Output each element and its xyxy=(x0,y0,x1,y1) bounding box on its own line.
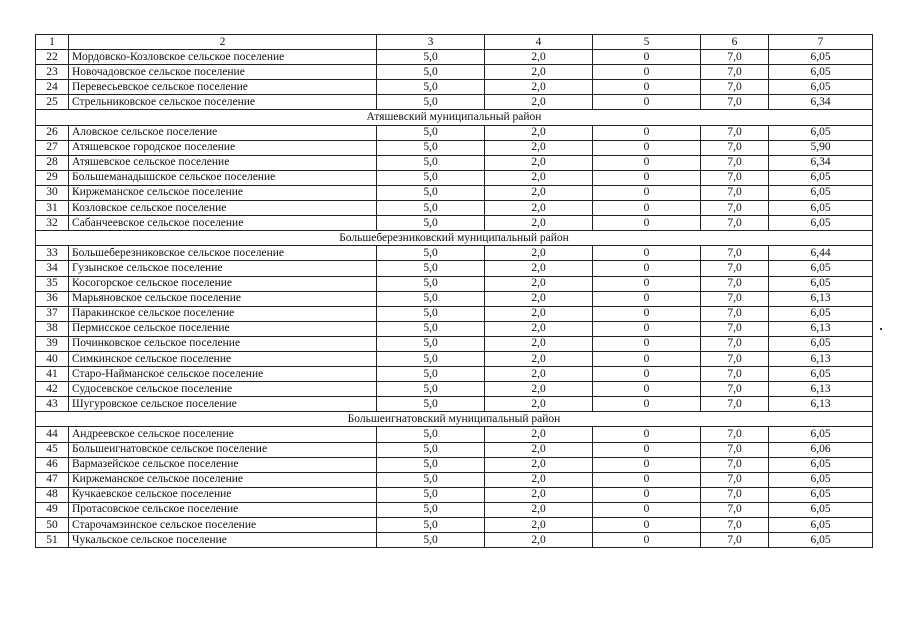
row-number: 33 xyxy=(36,246,69,261)
value-col-7: 6,05 xyxy=(769,80,873,95)
value-col-6: 7,0 xyxy=(701,306,769,321)
settlement-name: Симкинское сельское поселение xyxy=(69,351,377,366)
table-row xyxy=(36,472,873,487)
table-row xyxy=(36,382,873,397)
value-col-7: 6,05 xyxy=(769,125,873,140)
value-col-4: 2,0 xyxy=(485,472,593,487)
table-row xyxy=(36,246,873,261)
table-row xyxy=(36,321,873,336)
value-col-7: 6,05 xyxy=(769,487,873,502)
value-col-5: 0 xyxy=(593,201,701,216)
value-col-6: 7,0 xyxy=(701,216,769,231)
value-col-3: 5,0 xyxy=(377,170,485,185)
value-col-4: 2,0 xyxy=(485,306,593,321)
value-col-5: 0 xyxy=(593,216,701,231)
value-col-5: 0 xyxy=(593,502,701,517)
value-col-3: 5,0 xyxy=(377,502,485,517)
value-col-4: 2,0 xyxy=(485,170,593,185)
value-col-6: 7,0 xyxy=(701,336,769,351)
value-col-6: 7,0 xyxy=(701,246,769,261)
value-col-5: 0 xyxy=(593,472,701,487)
value-col-7: 6,05 xyxy=(769,216,873,231)
header-col-6: 6 xyxy=(701,35,769,50)
table-row xyxy=(36,140,873,155)
value-col-3: 5,0 xyxy=(377,457,485,472)
value-col-5: 0 xyxy=(593,140,701,155)
table-row xyxy=(36,276,873,291)
row-number: 35 xyxy=(36,276,69,291)
value-col-5: 0 xyxy=(593,427,701,442)
value-col-6: 7,0 xyxy=(701,442,769,457)
value-col-4: 2,0 xyxy=(485,276,593,291)
value-col-6: 7,0 xyxy=(701,367,769,382)
settlement-name: Атяшевское городское поселение xyxy=(69,140,377,155)
row-number: 42 xyxy=(36,382,69,397)
settlement-name: Пермисское сельское поселение xyxy=(69,321,377,336)
header-col-2: 2 xyxy=(69,35,377,50)
value-col-7: 6,05 xyxy=(769,336,873,351)
value-col-3: 5,0 xyxy=(377,533,485,548)
value-col-4: 2,0 xyxy=(485,95,593,110)
row-number: 37 xyxy=(36,306,69,321)
row-number: 34 xyxy=(36,261,69,276)
value-col-3: 5,0 xyxy=(377,472,485,487)
value-col-5: 0 xyxy=(593,125,701,140)
value-col-6: 7,0 xyxy=(701,472,769,487)
value-col-6: 7,0 xyxy=(701,382,769,397)
value-col-5: 0 xyxy=(593,442,701,457)
value-col-3: 5,0 xyxy=(377,95,485,110)
settlement-name: Атяшевское сельское поселение xyxy=(69,155,377,170)
district-title: Большеигнатовский муниципальный район xyxy=(36,412,873,427)
value-col-7: 6,06 xyxy=(769,442,873,457)
header-col-7: 7 xyxy=(769,35,873,50)
stray-mark xyxy=(880,328,882,330)
settlement-name: Судосевское сельское поселение xyxy=(69,382,377,397)
settlement-name: Марьяновское сельское поселение xyxy=(69,291,377,306)
value-col-3: 5,0 xyxy=(377,185,485,200)
district-title: Атяшевский муниципальный район xyxy=(36,110,873,125)
table-row xyxy=(36,125,873,140)
value-col-7: 6,13 xyxy=(769,382,873,397)
value-col-5: 0 xyxy=(593,533,701,548)
row-number: 25 xyxy=(36,95,69,110)
value-col-7: 6,44 xyxy=(769,246,873,261)
value-col-6: 7,0 xyxy=(701,140,769,155)
row-number: 30 xyxy=(36,185,69,200)
value-col-4: 2,0 xyxy=(485,216,593,231)
row-number: 51 xyxy=(36,533,69,548)
table-row xyxy=(36,291,873,306)
settlement-name: Протасовское сельское поселение xyxy=(69,502,377,517)
value-col-7: 6,05 xyxy=(769,472,873,487)
value-col-7: 6,13 xyxy=(769,291,873,306)
value-col-3: 5,0 xyxy=(377,306,485,321)
value-col-4: 2,0 xyxy=(485,382,593,397)
table-row xyxy=(36,336,873,351)
value-col-7: 6,05 xyxy=(769,502,873,517)
value-col-4: 2,0 xyxy=(485,125,593,140)
value-col-3: 5,0 xyxy=(377,80,485,95)
value-col-5: 0 xyxy=(593,246,701,261)
value-col-6: 7,0 xyxy=(701,397,769,412)
table-row xyxy=(36,201,873,216)
row-number: 40 xyxy=(36,351,69,366)
table-row xyxy=(36,442,873,457)
value-col-6: 7,0 xyxy=(701,457,769,472)
value-col-3: 5,0 xyxy=(377,291,485,306)
settlement-name: Новочадовское сельское поселение xyxy=(69,65,377,80)
value-col-3: 5,0 xyxy=(377,427,485,442)
value-col-5: 0 xyxy=(593,80,701,95)
value-col-4: 2,0 xyxy=(485,185,593,200)
settlement-name: Киржеманское сельское поселение xyxy=(69,185,377,200)
value-col-3: 5,0 xyxy=(377,50,485,65)
row-number: 48 xyxy=(36,487,69,502)
value-col-6: 7,0 xyxy=(701,533,769,548)
settlement-name: Старочамзинское сельское поселение xyxy=(69,518,377,533)
value-col-5: 0 xyxy=(593,321,701,336)
value-col-7: 6,13 xyxy=(769,397,873,412)
value-col-4: 2,0 xyxy=(485,261,593,276)
settlement-name: Старо-Найманское сельское поселение xyxy=(69,367,377,382)
value-col-6: 7,0 xyxy=(701,291,769,306)
value-col-7: 6,05 xyxy=(769,427,873,442)
header-col-3: 3 xyxy=(377,35,485,50)
value-col-3: 5,0 xyxy=(377,216,485,231)
table-row xyxy=(36,80,873,95)
table-row xyxy=(36,518,873,533)
table-row xyxy=(36,65,873,80)
value-col-6: 7,0 xyxy=(701,170,769,185)
value-col-5: 0 xyxy=(593,306,701,321)
district-section-row xyxy=(36,231,873,246)
value-col-5: 0 xyxy=(593,351,701,366)
value-col-6: 7,0 xyxy=(701,50,769,65)
value-col-7: 6,05 xyxy=(769,518,873,533)
value-col-5: 0 xyxy=(593,487,701,502)
value-col-3: 5,0 xyxy=(377,155,485,170)
value-col-4: 2,0 xyxy=(485,201,593,216)
row-number: 23 xyxy=(36,65,69,80)
settlement-name: Андреевское сельское поселение xyxy=(69,427,377,442)
settlement-name: Киржеманское сельское поселение xyxy=(69,472,377,487)
value-col-4: 2,0 xyxy=(485,291,593,306)
value-col-3: 5,0 xyxy=(377,65,485,80)
table-row xyxy=(36,155,873,170)
table-row xyxy=(36,95,873,110)
settlement-name: Мордовско-Козловское сельское поселение xyxy=(69,50,377,65)
row-number: 50 xyxy=(36,518,69,533)
value-col-6: 7,0 xyxy=(701,80,769,95)
row-number: 46 xyxy=(36,457,69,472)
value-col-5: 0 xyxy=(593,336,701,351)
value-col-6: 7,0 xyxy=(701,502,769,517)
value-col-4: 2,0 xyxy=(485,50,593,65)
settlement-name: Большеигнатовское сельское поселение xyxy=(69,442,377,457)
settlement-name: Вармазейское сельское поселение xyxy=(69,457,377,472)
row-number: 44 xyxy=(36,427,69,442)
value-col-3: 5,0 xyxy=(377,140,485,155)
value-col-4: 2,0 xyxy=(485,427,593,442)
value-col-7: 6,05 xyxy=(769,65,873,80)
settlement-name: Козловское сельское поселение xyxy=(69,201,377,216)
settlement-name: Шугуровское сельское поселение xyxy=(69,397,377,412)
value-col-3: 5,0 xyxy=(377,351,485,366)
table-row xyxy=(36,50,873,65)
value-col-5: 0 xyxy=(593,382,701,397)
value-col-6: 7,0 xyxy=(701,95,769,110)
table-row xyxy=(36,533,873,548)
value-col-4: 2,0 xyxy=(485,351,593,366)
row-number: 41 xyxy=(36,367,69,382)
table-row xyxy=(36,306,873,321)
value-col-3: 5,0 xyxy=(377,125,485,140)
settlements-table xyxy=(35,34,873,548)
header-row xyxy=(36,35,873,50)
value-col-7: 6,05 xyxy=(769,170,873,185)
value-col-5: 0 xyxy=(593,291,701,306)
value-col-7: 6,34 xyxy=(769,155,873,170)
header-col-1: 1 xyxy=(36,35,69,50)
settlement-name: Большеманадышское сельское поселение xyxy=(69,170,377,185)
value-col-3: 5,0 xyxy=(377,487,485,502)
value-col-5: 0 xyxy=(593,397,701,412)
value-col-6: 7,0 xyxy=(701,65,769,80)
settlement-name: Перевесьевское сельское поселение xyxy=(69,80,377,95)
value-col-7: 6,05 xyxy=(769,261,873,276)
value-col-3: 5,0 xyxy=(377,442,485,457)
settlement-name: Чукальское сельское поселение xyxy=(69,533,377,548)
table-row xyxy=(36,216,873,231)
table-row xyxy=(36,170,873,185)
value-col-7: 6,05 xyxy=(769,276,873,291)
settlement-name: Большеберезниковское сельское поселение xyxy=(69,246,377,261)
value-col-5: 0 xyxy=(593,276,701,291)
value-col-5: 0 xyxy=(593,457,701,472)
row-number: 39 xyxy=(36,336,69,351)
value-col-6: 7,0 xyxy=(701,427,769,442)
row-number: 43 xyxy=(36,397,69,412)
value-col-6: 7,0 xyxy=(701,487,769,502)
row-number: 22 xyxy=(36,50,69,65)
value-col-3: 5,0 xyxy=(377,201,485,216)
row-number: 31 xyxy=(36,201,69,216)
value-col-4: 2,0 xyxy=(485,397,593,412)
value-col-5: 0 xyxy=(593,155,701,170)
value-col-6: 7,0 xyxy=(701,351,769,366)
value-col-7: 6,05 xyxy=(769,306,873,321)
value-col-3: 5,0 xyxy=(377,367,485,382)
value-col-4: 2,0 xyxy=(485,140,593,155)
value-col-4: 2,0 xyxy=(485,518,593,533)
value-col-4: 2,0 xyxy=(485,246,593,261)
row-number: 47 xyxy=(36,472,69,487)
table-row xyxy=(36,261,873,276)
value-col-6: 7,0 xyxy=(701,125,769,140)
value-col-6: 7,0 xyxy=(701,261,769,276)
table-row xyxy=(36,185,873,200)
value-col-7: 6,05 xyxy=(769,50,873,65)
settlement-name: Аловское сельское поселение xyxy=(69,125,377,140)
value-col-5: 0 xyxy=(593,185,701,200)
value-col-4: 2,0 xyxy=(485,487,593,502)
value-col-4: 2,0 xyxy=(485,502,593,517)
value-col-7: 6,05 xyxy=(769,367,873,382)
value-col-7: 6,05 xyxy=(769,533,873,548)
row-number: 32 xyxy=(36,216,69,231)
value-col-7: 6,13 xyxy=(769,351,873,366)
value-col-5: 0 xyxy=(593,170,701,185)
value-col-4: 2,0 xyxy=(485,80,593,95)
settlement-name: Стрельниковское сельское поселение xyxy=(69,95,377,110)
row-number: 24 xyxy=(36,80,69,95)
row-number: 49 xyxy=(36,502,69,517)
value-col-6: 7,0 xyxy=(701,201,769,216)
table-row xyxy=(36,427,873,442)
value-col-6: 7,0 xyxy=(701,276,769,291)
district-section-row xyxy=(36,412,873,427)
row-number: 38 xyxy=(36,321,69,336)
value-col-4: 2,0 xyxy=(485,442,593,457)
value-col-3: 5,0 xyxy=(377,261,485,276)
header-col-5: 5 xyxy=(593,35,701,50)
value-col-7: 5,90 xyxy=(769,140,873,155)
settlement-name: Косогорское сельское поселение xyxy=(69,276,377,291)
value-col-7: 6,05 xyxy=(769,457,873,472)
settlement-name: Кучкаевское сельское поселение xyxy=(69,487,377,502)
value-col-4: 2,0 xyxy=(485,457,593,472)
table-row xyxy=(36,457,873,472)
table-row xyxy=(36,351,873,366)
value-col-3: 5,0 xyxy=(377,336,485,351)
table-row xyxy=(36,502,873,517)
value-col-5: 0 xyxy=(593,367,701,382)
value-col-7: 6,05 xyxy=(769,201,873,216)
settlement-name: Починковское сельское поселение xyxy=(69,336,377,351)
row-number: 29 xyxy=(36,170,69,185)
value-col-5: 0 xyxy=(593,95,701,110)
settlement-name: Гузынское сельское поселение xyxy=(69,261,377,276)
district-title: Большеберезниковский муниципальный район xyxy=(36,231,873,246)
value-col-3: 5,0 xyxy=(377,321,485,336)
value-col-5: 0 xyxy=(593,65,701,80)
settlement-name: Сабанчеевское сельское поселение xyxy=(69,216,377,231)
value-col-3: 5,0 xyxy=(377,246,485,261)
value-col-5: 0 xyxy=(593,261,701,276)
value-col-5: 0 xyxy=(593,50,701,65)
value-col-7: 6,05 xyxy=(769,185,873,200)
table-row xyxy=(36,487,873,502)
value-col-6: 7,0 xyxy=(701,518,769,533)
value-col-4: 2,0 xyxy=(485,65,593,80)
header-col-4: 4 xyxy=(485,35,593,50)
value-col-3: 5,0 xyxy=(377,382,485,397)
value-col-6: 7,0 xyxy=(701,321,769,336)
district-section-row xyxy=(36,110,873,125)
row-number: 26 xyxy=(36,125,69,140)
value-col-7: 6,34 xyxy=(769,95,873,110)
value-col-4: 2,0 xyxy=(485,155,593,170)
row-number: 45 xyxy=(36,442,69,457)
value-col-6: 7,0 xyxy=(701,155,769,170)
value-col-4: 2,0 xyxy=(485,533,593,548)
value-col-3: 5,0 xyxy=(377,397,485,412)
value-col-3: 5,0 xyxy=(377,518,485,533)
table-row xyxy=(36,367,873,382)
value-col-4: 2,0 xyxy=(485,321,593,336)
table-row xyxy=(36,397,873,412)
row-number: 27 xyxy=(36,140,69,155)
value-col-3: 5,0 xyxy=(377,276,485,291)
settlement-name: Паракинское сельское поселение xyxy=(69,306,377,321)
table-body xyxy=(36,50,873,548)
row-number: 36 xyxy=(36,291,69,306)
value-col-4: 2,0 xyxy=(485,336,593,351)
value-col-4: 2,0 xyxy=(485,367,593,382)
value-col-5: 0 xyxy=(593,518,701,533)
value-col-7: 6,13 xyxy=(769,321,873,336)
row-number: 28 xyxy=(36,155,69,170)
value-col-6: 7,0 xyxy=(701,185,769,200)
